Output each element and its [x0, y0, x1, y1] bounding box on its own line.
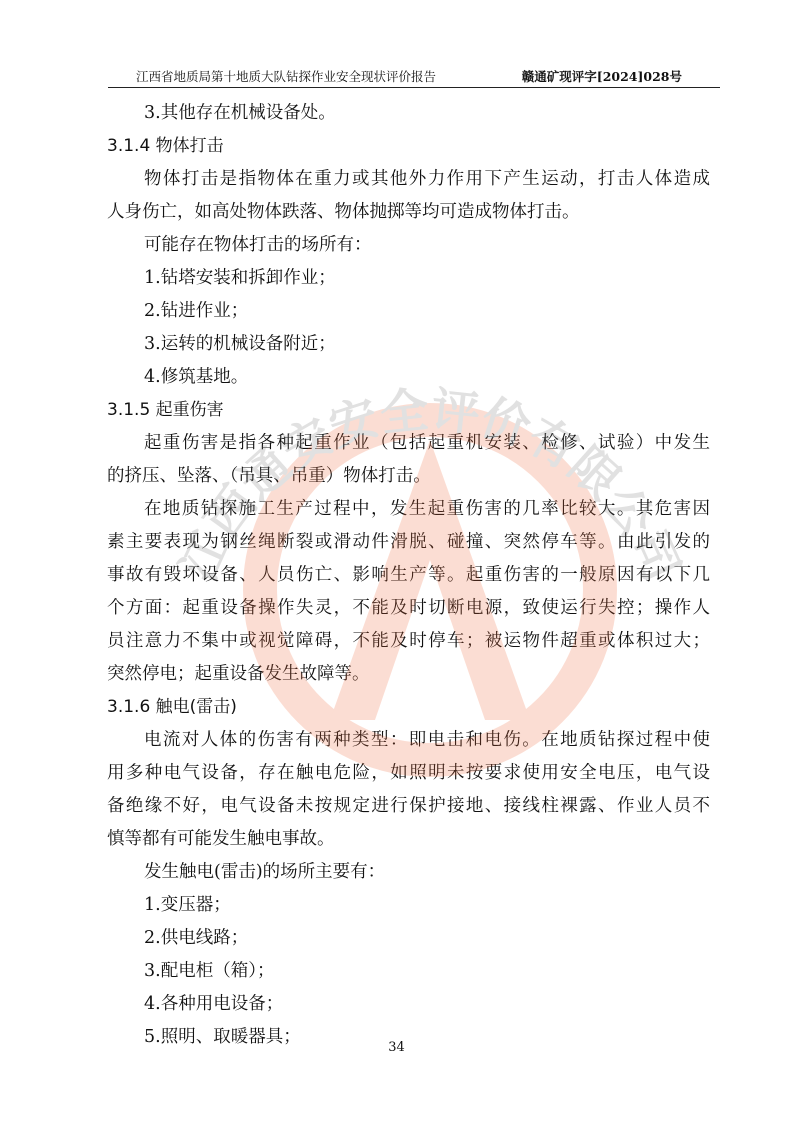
header-divider [108, 87, 720, 88]
list-item: 5.照明、取暖器具； [144, 1027, 301, 1047]
watermark-company-name: 江西通安安全评价有限公司 [170, 382, 690, 590]
page-header [110, 68, 720, 86]
paragraph-line: 的挤压、坠落、（吊具、吊重）物体打击。 [107, 466, 431, 486]
report-title: 江西省地质局第十地质大队钻探作业安全现状评价报告 [136, 69, 437, 84]
paragraph-line: 电流对人体的伤害有两种类型：即电击和电伤。在地质钻探过程中使 [144, 730, 710, 750]
list-item: 1.钻塔安装和拆卸作业； [144, 268, 336, 288]
paragraph-line: 慎等都有可能发生触电事故。 [107, 829, 335, 849]
list-item: 1.变压器； [144, 895, 231, 915]
list-item: 4.各种用电设备； [144, 994, 284, 1014]
document-number: 赣通矿现评字[2024]028号 [521, 69, 682, 84]
paragraph-line: 个方面：起重设备操作失灵，不能及时切断电源，致使运行失控；操作人 [107, 598, 710, 618]
list-item: 3.配电柜（箱）； [144, 961, 275, 981]
list-item: 4.修筑基地。 [144, 367, 249, 387]
paragraph-line: 物体打击是指物体在重力或其他外力作用下产生运动，打击人体造成 [144, 169, 710, 189]
list-item: 3.其他存在机械设备处。 [144, 103, 336, 123]
list-item: 3.运转的机械设备附近； [144, 334, 336, 354]
paragraph-line: 用多种电气设备，存在触电危险，如照明未按要求使用安全电压，电气设 [107, 763, 710, 783]
section-heading-3-1-5: 3.1.5 起重伤害 [107, 400, 224, 420]
page-number: 34 [388, 1040, 405, 1055]
paragraph-line: 在地质钻探施工生产过程中，发生起重伤害的几率比较大。其危害因 [144, 499, 710, 519]
paragraph-line: 素主要表现为钢丝绳断裂或滑动件滑脱、碰撞、突然停车等。由此引发的 [107, 532, 710, 552]
paragraph-line: 事故有毁坏设备、人员伤亡、影响生产等。起重伤害的一般原因有以下几 [107, 565, 710, 585]
paragraph-line: 发生触电(雷击)的场所主要有： [144, 862, 386, 882]
paragraph-line: 人身伤亡，如高处物体跌落、物体抛掷等均可造成物体打击。 [107, 202, 580, 222]
list-item: 2.供电线路； [144, 928, 249, 948]
paragraph-line: 员注意力不集中或视觉障碍，不能及时停车；被运物件超重或体积过大； [107, 631, 710, 651]
list-item: 2.钻进作业； [144, 301, 249, 321]
paragraph-line: 备绝缘不好，电气设备未按规定进行保护接地、接线柱裸露、作业人员不 [107, 796, 710, 816]
paragraph-line: 起重伤害是指各种起重作业（包括起重机安装、检修、试验）中发生 [144, 433, 710, 453]
section-heading-3-1-6: 3.1.6 触电(雷击) [107, 697, 237, 717]
paragraph-line: 突然停电；起重设备发生故障等。 [107, 664, 370, 684]
section-heading-3-1-4: 3.1.4 物体打击 [107, 136, 224, 156]
paragraph-line: 可能存在物体打击的场所有： [144, 235, 372, 255]
